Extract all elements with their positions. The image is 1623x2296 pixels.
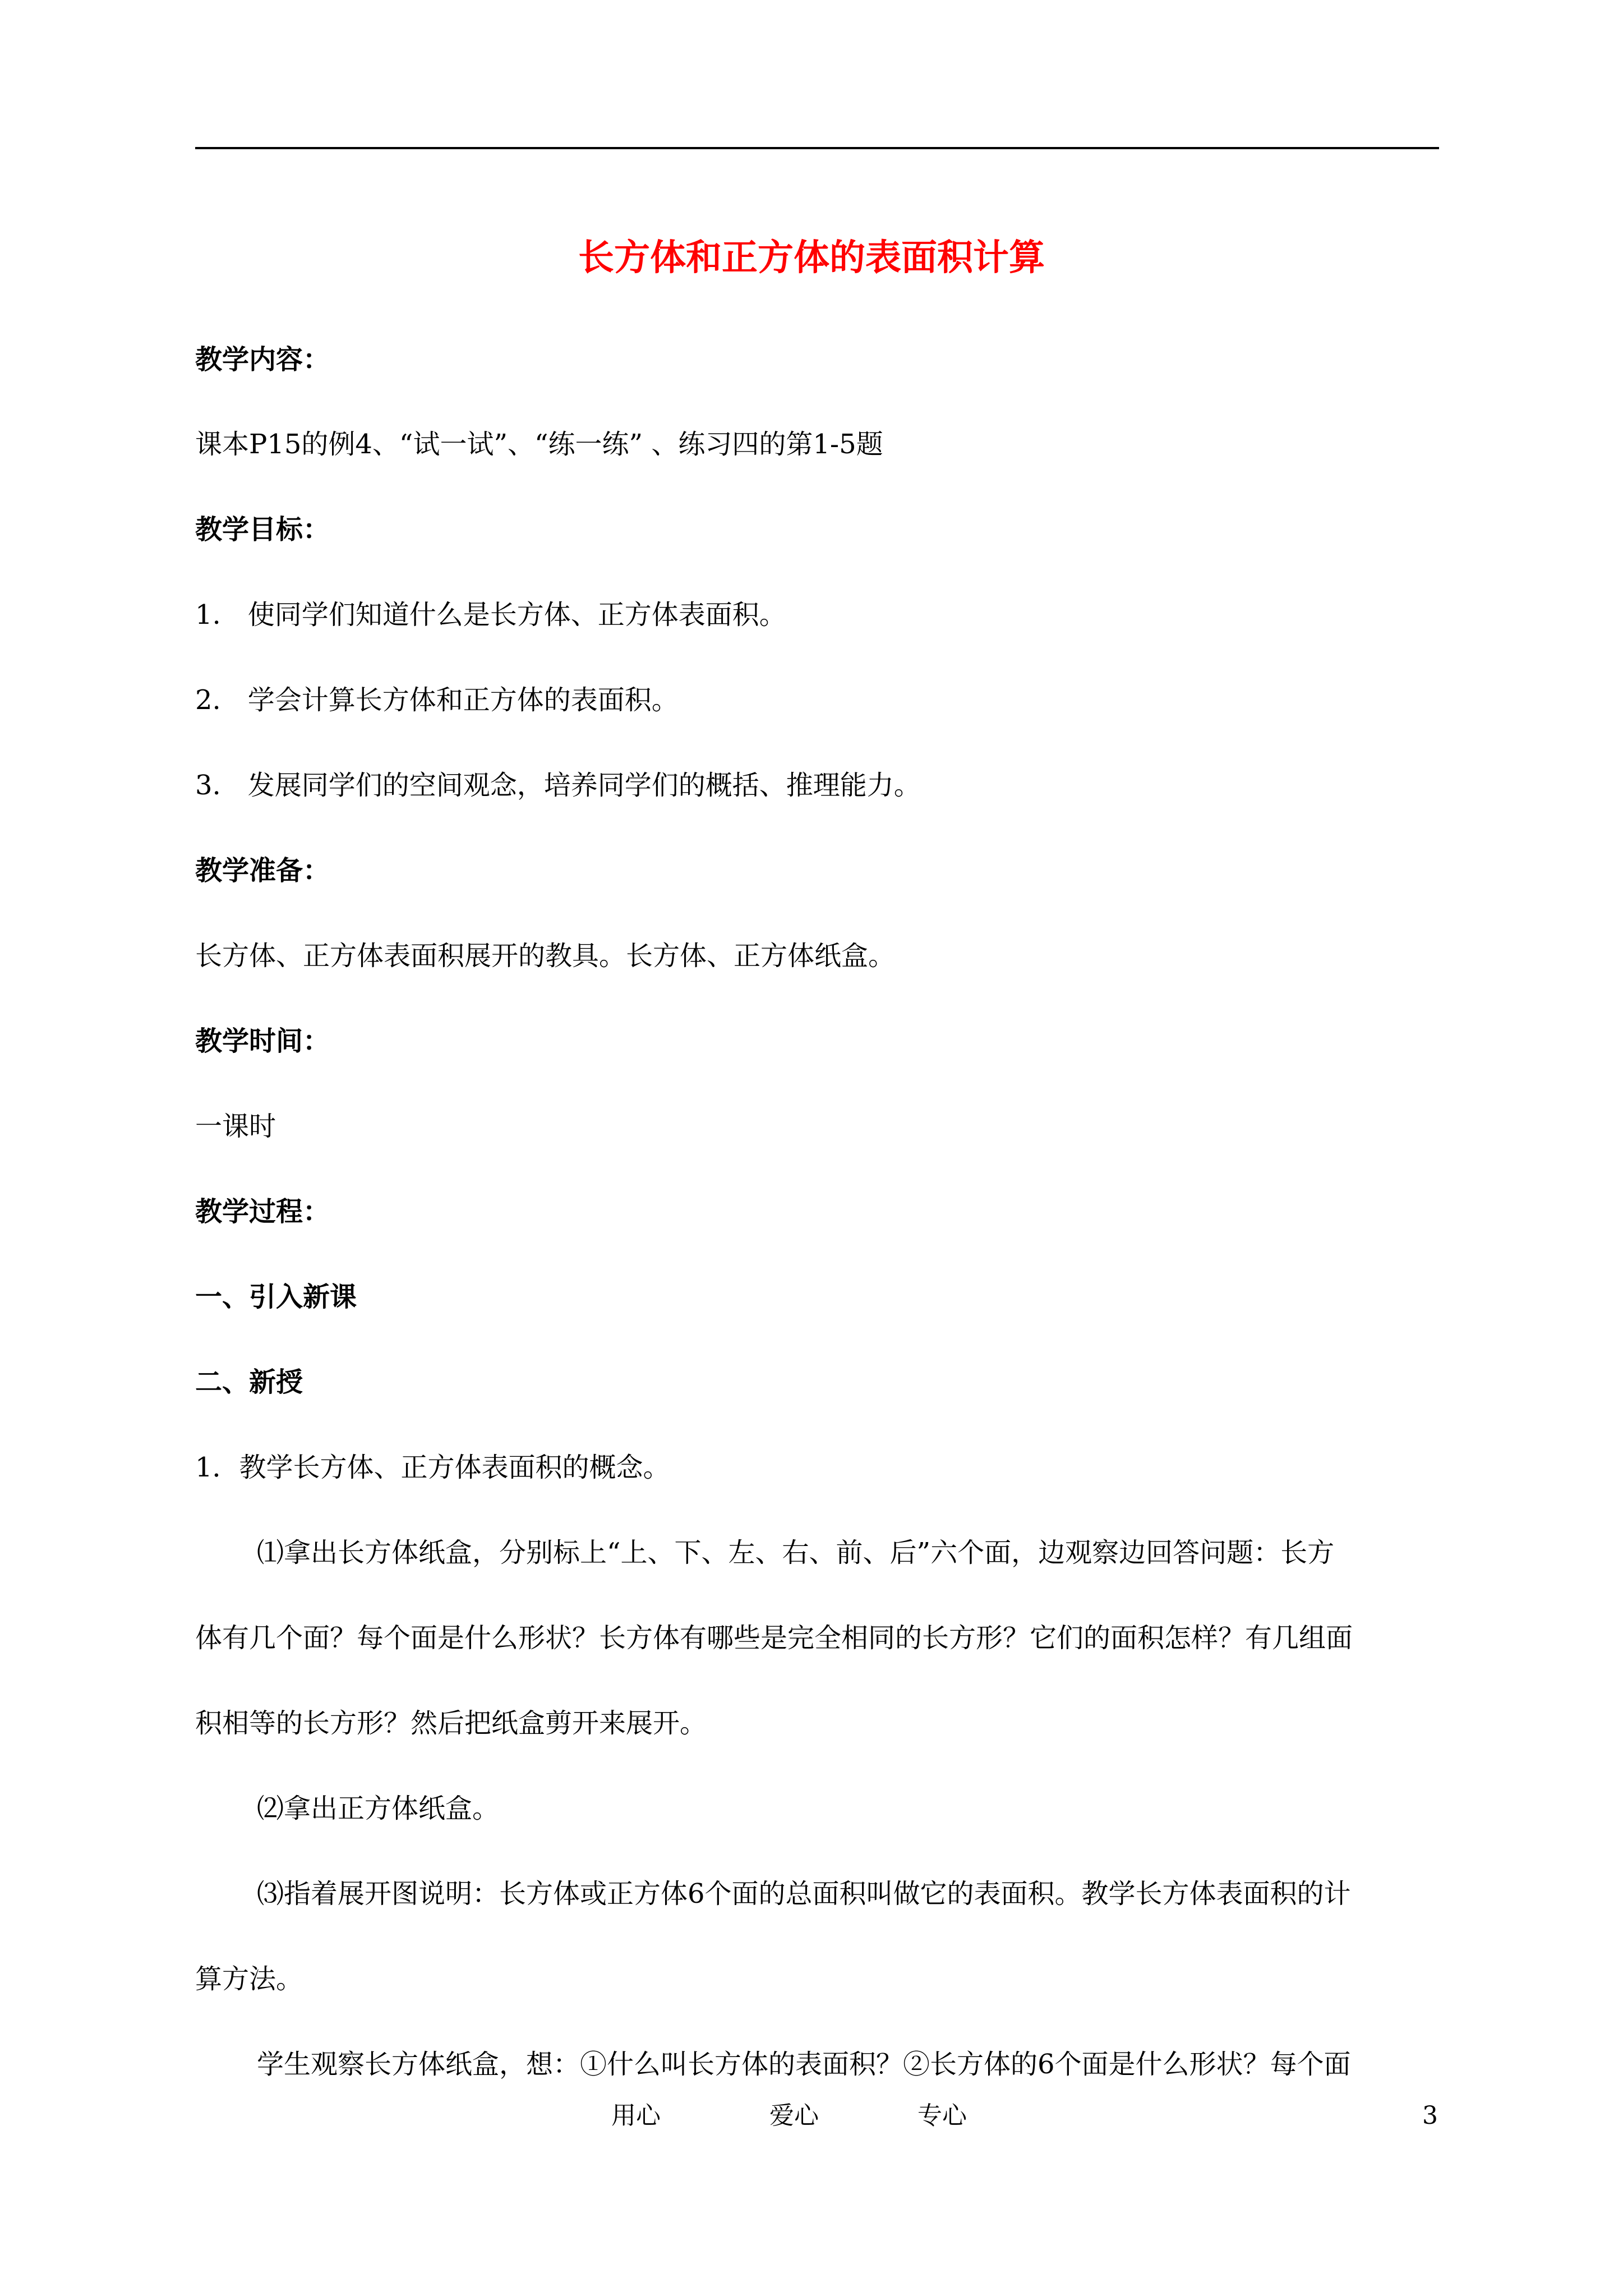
footer-motto-2: 爱心 [769, 2101, 819, 2130]
para1-line2: 体有几个面？每个面是什么形状？长方体有哪些是完全相同的长方形？它们的面积怎样？有几组面 [195, 1622, 1353, 1654]
goal-item-1: 1. 使同学们知道什么是长方体、正方体表面积。 [195, 599, 786, 631]
para1-line1: ⑴拿出长方体纸盒，分别标上“上、下、左、右、前、后”六个面，边观察边回答问题：长方 [257, 1537, 1335, 1568]
prep-text: 长方体、正方体表面积展开的教具。长方体、正方体纸盒。 [195, 940, 896, 972]
heading-goals: 教学目标： [195, 514, 330, 545]
heading-content: 教学内容： [195, 344, 330, 375]
footer-motto-1: 用心 [611, 2101, 661, 2130]
para3-line1: ⑶指着展开图说明：长方体或正方体6个面的总面积叫做它的表面积。教学长方体表面积的计 [257, 1878, 1351, 1910]
page-number: 3 [1422, 2101, 1438, 2130]
para1-line3: 积相等的长方形？然后把纸盒剪开来展开。 [195, 1708, 707, 1739]
time-text: 一课时 [195, 1111, 276, 1142]
heading-process: 教学过程： [195, 1196, 330, 1227]
para3-line2: 算方法。 [195, 1963, 303, 1995]
step-new: 二、新授 [195, 1366, 303, 1398]
heading-time: 教学时间： [195, 1025, 330, 1057]
heading-prep: 教学准备： [195, 855, 330, 886]
header-rule [195, 147, 1439, 149]
step-intro: 一、引入新课 [195, 1281, 357, 1313]
document-title: 长方体和正方体的表面积计算 [578, 237, 1045, 279]
goal-item-2: 2. 学会计算长方体和正方体的表面积。 [195, 684, 679, 716]
content-text: 课本P15的例4、“试一试”、“练一练” 、练习四的第1-5题 [195, 429, 883, 460]
para4-line1: 学生观察长方体纸盒，想：①什么叫长方体的表面积？②长方体的6个面是什么形状？每个面 [257, 2049, 1351, 2080]
footer-motto-3: 专心 [917, 2101, 967, 2130]
item-concept: 1．教学长方体、正方体表面积的概念。 [195, 1452, 670, 1483]
goal-item-3: 3. 发展同学们的空间观念，培养同学们的概括、推理能力。 [195, 770, 921, 801]
para2: ⑵拿出正方体纸盒。 [257, 1793, 500, 1824]
